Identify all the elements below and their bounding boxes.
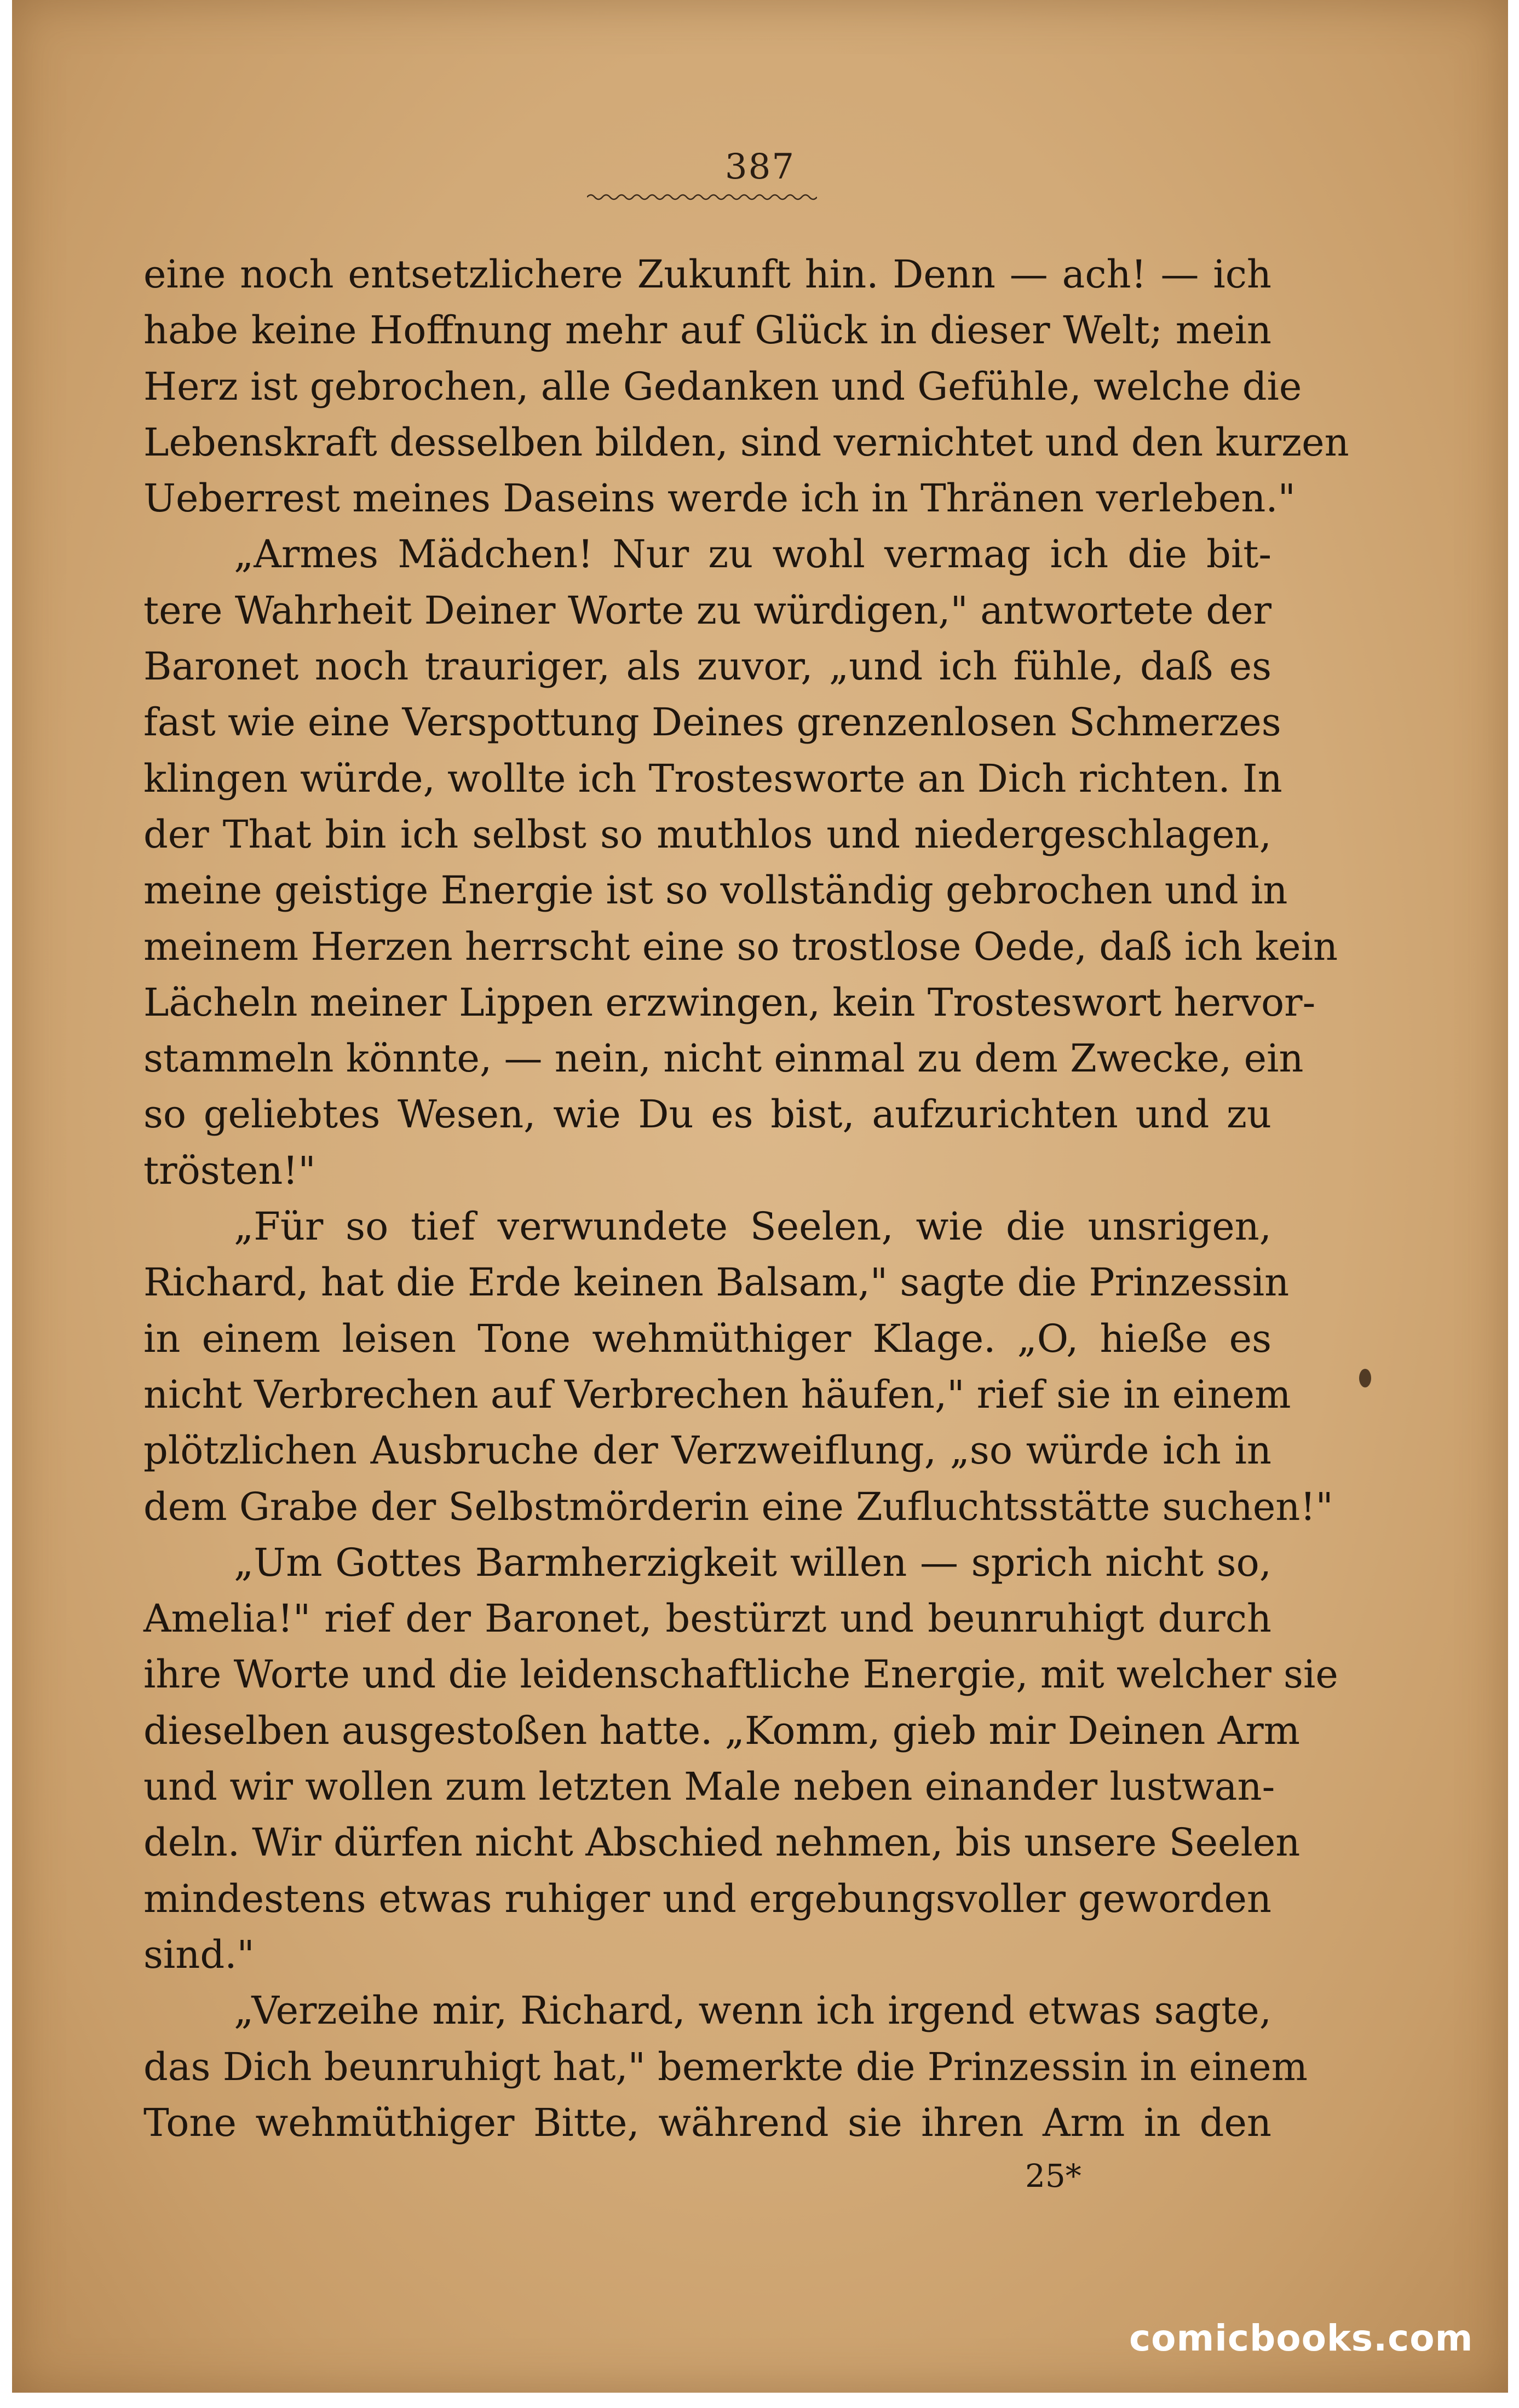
text-line: Ueberrest meines Daseins werde ich in Thränen verleben." [143, 476, 1296, 521]
text-line: tere Wahrheit Deiner Worte zu würdigen," antwortete der [143, 587, 1271, 633]
signature-mark: 25* [1025, 2157, 1081, 2194]
text-line: nicht Verbrechen auf Verbrechen häufen," rief sie in einem [143, 1372, 1291, 1417]
text-line: in einem leisen Tone wehmüthiger Klage. „O, hieße es [143, 1316, 1271, 1361]
wavy-rule-ornament [587, 192, 817, 203]
watermark: comicbooks.com [1129, 2317, 1474, 2359]
text-line: „Armes Mädchen! Nur zu wohl vermag ich die bit- [234, 532, 1271, 577]
text-line: meine geistige Energie ist so vollständig gebrochen und in [143, 868, 1288, 913]
text-line: „Um Gottes Barmherzigkeit willen — sprich nicht so, [234, 1540, 1271, 1585]
text-line: sind." [143, 1932, 255, 1977]
text-line: plötzlichen Ausbruche der Verzweiflung, „so würde ich in [143, 1428, 1271, 1473]
text-line: „Für so tief verwundete Seelen, wie die unsrigen, [234, 1204, 1271, 1249]
text-line: Herz ist gebrochen, alle Gedanken und Gefühle, welche die [143, 364, 1302, 409]
text-line: „Verzeihe mir, Richard, wenn ich irgend etwas sagte, [234, 1988, 1271, 2033]
text-line: ihre Worte und die leidenschaftliche Energie, mit welcher sie [143, 1652, 1338, 1697]
text-line: dem Grabe der Selbstmörderin eine Zufluchtsstätte suchen!" [143, 1484, 1333, 1529]
text-line: trösten!" [143, 1148, 316, 1193]
text-line: stammeln könnte, — nein, nicht einmal zu dem Zwecke, ein [143, 1036, 1304, 1081]
text-line: und wir wollen zum letzten Male neben einander lustwan- [143, 1764, 1275, 1810]
text-line: Lächeln meiner Lippen erzwingen, kein Trosteswort hervor- [143, 980, 1316, 1025]
text-line: deln. Wir dürfen nicht Abschied nehmen, bis unsere Seelen [143, 1820, 1301, 1865]
ink-stain [1359, 1369, 1371, 1387]
text-line: eine noch entsetzlichere Zukunft hin. Denn — ach! — ich [143, 252, 1271, 297]
page-number: 387 [724, 147, 796, 187]
text-line: so geliebtes Wesen, wie Du es bist, aufzurichten und zu [143, 1092, 1271, 1137]
body-text [143, 246, 1349, 2151]
book-page [12, 0, 1508, 2393]
text-line: Baronet noch trauriger, als zuvor, „und ich fühle, daß es [143, 644, 1271, 689]
text-line: meinem Herzen herrscht eine so trostlose Oede, daß ich kein [143, 924, 1338, 969]
text-line: das Dich beunruhigt hat," bemerkte die Prinzessin in einem [143, 2044, 1308, 2089]
text-line: Richard, hat die Erde keinen Balsam," sagte die Prinzessin [143, 1260, 1290, 1305]
text-line: habe keine Hoffnung mehr auf Glück in dieser Welt; mein [143, 308, 1271, 353]
text-line: Tone wehmüthiger Bitte, während sie ihren Arm in den [143, 2100, 1271, 2145]
text-line: der That bin ich selbst so muthlos und niedergeschlagen, [143, 811, 1271, 857]
text-line: fast wie eine Verspottung Deines grenzenlosen Schmerzes [143, 700, 1281, 745]
text-line: Amelia!" rief der Baronet, bestürzt und beunruhigt durch [143, 1596, 1271, 1641]
text-line: Lebenskraft desselben bilden, sind vernichtet und den kurzen [143, 419, 1349, 465]
text-line: dieselben ausgestoßen hatte. „Komm, gieb mir Deinen Arm [143, 1708, 1301, 1753]
text-line: mindestens etwas ruhiger und ergebungsvoller geworden [143, 1876, 1271, 1921]
text-line: klingen würde, wollte ich Trostesworte an Dich richten. In [143, 756, 1282, 801]
